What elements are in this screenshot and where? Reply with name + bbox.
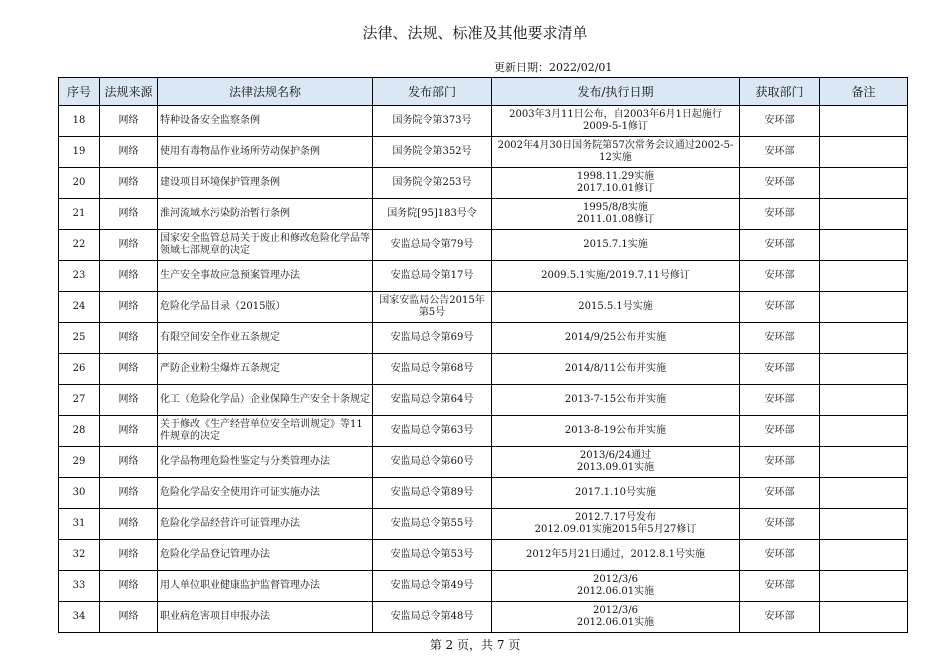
- cell-source: 网络: [100, 602, 158, 633]
- cell-name: 危险化学品经营许可证管理办法: [158, 509, 373, 540]
- table-row: [59, 385, 908, 416]
- cell-note: [820, 540, 908, 571]
- cell-date: 2014/8/11公布并实施: [492, 354, 740, 385]
- cell-acq: 安环部: [740, 416, 820, 447]
- cell-no: 21: [59, 199, 100, 230]
- cell-name: 建设项目环境保护管理条例: [158, 168, 373, 199]
- cell-name: 关于修改《生产经营单位安全培训规定》等11件规章的决定: [158, 416, 373, 447]
- cell-source: 网络: [100, 199, 158, 230]
- cell-name: 有限空间安全作业五条规定: [158, 323, 373, 354]
- cell-name: 使用有毒物品作业场所劳动保护条例: [158, 137, 373, 168]
- table-header-row: [59, 78, 908, 106]
- cell-source: 网络: [100, 354, 158, 385]
- update-date: 更新日期：2022/02/01: [494, 61, 613, 74]
- cell-source: 网络: [100, 416, 158, 447]
- cell-acq: 安环部: [740, 230, 820, 261]
- cell-source: 网络: [100, 509, 158, 540]
- cell-note: [820, 385, 908, 416]
- cell-acq: 安环部: [740, 571, 820, 602]
- table-row: [59, 540, 908, 571]
- cell-no: 19: [59, 137, 100, 168]
- cell-dept: 安监局总令第68号: [373, 354, 492, 385]
- cell-date: 2017.1.10号实施: [492, 478, 740, 509]
- table-row: [59, 447, 908, 478]
- cell-no: 25: [59, 323, 100, 354]
- cell-source: 网络: [100, 540, 158, 571]
- cell-dept: 安监局总令第69号: [373, 323, 492, 354]
- cell-note: [820, 478, 908, 509]
- cell-dept: 国务院令第352号: [373, 137, 492, 168]
- header-no: 序号: [59, 78, 100, 106]
- cell-no: 33: [59, 571, 100, 602]
- cell-date: 2013-7-15公布并实施: [492, 385, 740, 416]
- cell-note: [820, 168, 908, 199]
- table-row: [59, 509, 908, 540]
- cell-note: [820, 602, 908, 633]
- table-row: [59, 261, 908, 292]
- cell-name: 化工（危险化学品）企业保障生产安全十条规定: [158, 385, 373, 416]
- cell-note: [820, 230, 908, 261]
- header-date: 发布/执行日期: [492, 78, 740, 106]
- cell-dept: 安监总局令第79号: [373, 230, 492, 261]
- cell-date: 2003年3月11日公布，自2003年6月1日起施行 2009-5-1修订: [492, 106, 740, 137]
- cell-dept: 安监总局令第17号: [373, 261, 492, 292]
- cell-name: 严防企业粉尘爆炸五条规定: [158, 354, 373, 385]
- table-row: [59, 354, 908, 385]
- cell-note: [820, 509, 908, 540]
- cell-note: [820, 199, 908, 230]
- cell-source: 网络: [100, 106, 158, 137]
- header-note: 备注: [820, 78, 908, 106]
- cell-date: 1998.11.29实施 2017.10.01修订: [492, 168, 740, 199]
- cell-date: 2012/3/6 2012.06.01实施: [492, 602, 740, 633]
- table-row: [59, 416, 908, 447]
- cell-dept: 安监局总令第60号: [373, 447, 492, 478]
- cell-no: 22: [59, 230, 100, 261]
- cell-name: 危险化学品目录（2015版）: [158, 292, 373, 323]
- table-row: [59, 323, 908, 354]
- cell-note: [820, 261, 908, 292]
- cell-name: 特种设备安全监察条例: [158, 106, 373, 137]
- cell-date: 2013/6/24通过 2013.09.01实施: [492, 447, 740, 478]
- cell-source: 网络: [100, 571, 158, 602]
- cell-source: 网络: [100, 292, 158, 323]
- cell-name: 用人单位职业健康监护监督管理办法: [158, 571, 373, 602]
- cell-no: 20: [59, 168, 100, 199]
- cell-source: 网络: [100, 137, 158, 168]
- cell-no: 24: [59, 292, 100, 323]
- cell-name: 国家安全监管总局关于废止和修改危险化学品等领域七部规章的决定: [158, 230, 373, 261]
- header-acq: 获取部门: [740, 78, 820, 106]
- cell-acq: 安环部: [740, 509, 820, 540]
- cell-dept: 安监局总令第49号: [373, 571, 492, 602]
- cell-acq: 安环部: [740, 292, 820, 323]
- cell-acq: 安环部: [740, 385, 820, 416]
- cell-acq: 安环部: [740, 261, 820, 292]
- cell-acq: 安环部: [740, 478, 820, 509]
- cell-no: 30: [59, 478, 100, 509]
- cell-acq: 安环部: [740, 199, 820, 230]
- cell-date: 1995/8/8实施 2011.01.08修订: [492, 199, 740, 230]
- cell-dept: 安监局总令第89号: [373, 478, 492, 509]
- header-source: 法规来源: [100, 78, 158, 106]
- cell-note: [820, 447, 908, 478]
- cell-name: 危险化学品登记管理办法: [158, 540, 373, 571]
- cell-dept: 安监局总令第63号: [373, 416, 492, 447]
- cell-no: 32: [59, 540, 100, 571]
- cell-name: 危险化学品安全使用许可证实施办法: [158, 478, 373, 509]
- cell-source: 网络: [100, 323, 158, 354]
- cell-note: [820, 323, 908, 354]
- cell-date: 2012年5月21日通过，2012.8.1号实施: [492, 540, 740, 571]
- cell-no: 23: [59, 261, 100, 292]
- cell-acq: 安环部: [740, 168, 820, 199]
- cell-name: 职业病危害项目申报办法: [158, 602, 373, 633]
- cell-source: 网络: [100, 168, 158, 199]
- cell-no: 26: [59, 354, 100, 385]
- table-row: [59, 478, 908, 509]
- cell-no: 31: [59, 509, 100, 540]
- table-row: [59, 199, 908, 230]
- cell-dept: 国务院令第373号: [373, 106, 492, 137]
- table-row: [59, 571, 908, 602]
- cell-date: 2015.5.1号实施: [492, 292, 740, 323]
- cell-no: 28: [59, 416, 100, 447]
- cell-date: 2013-8-19公布并实施: [492, 416, 740, 447]
- header-dept: 发布部门: [373, 78, 492, 106]
- cell-date: 2012/3/6 2012.06.01实施: [492, 571, 740, 602]
- document-title: 法律、法规、标准及其他要求清单: [362, 24, 588, 42]
- cell-source: 网络: [100, 478, 158, 509]
- cell-dept: 国家安监局公告2015年第5号: [373, 292, 492, 323]
- cell-dept: 安监局总令第64号: [373, 385, 492, 416]
- header-name: 法律法规名称: [158, 78, 373, 106]
- cell-no: 27: [59, 385, 100, 416]
- cell-note: [820, 416, 908, 447]
- cell-acq: 安环部: [740, 137, 820, 168]
- cell-date: 2009.5.1实施/2019.7.11号修订: [492, 261, 740, 292]
- cell-source: 网络: [100, 230, 158, 261]
- cell-no: 34: [59, 602, 100, 633]
- table-row: [59, 602, 908, 633]
- table-row: [59, 230, 908, 261]
- cell-acq: 安环部: [740, 540, 820, 571]
- cell-note: [820, 354, 908, 385]
- table-row: [59, 168, 908, 199]
- cell-dept: 国务院[95]183号令: [373, 199, 492, 230]
- cell-acq: 安环部: [740, 602, 820, 633]
- table-row: [59, 137, 908, 168]
- cell-acq: 安环部: [740, 106, 820, 137]
- cell-dept: 安监局总令第55号: [373, 509, 492, 540]
- cell-source: 网络: [100, 261, 158, 292]
- cell-dept: 安监局总令第48号: [373, 602, 492, 633]
- cell-source: 网络: [100, 385, 158, 416]
- cell-no: 29: [59, 447, 100, 478]
- cell-note: [820, 137, 908, 168]
- cell-note: [820, 106, 908, 137]
- cell-source: 网络: [100, 447, 158, 478]
- cell-acq: 安环部: [740, 323, 820, 354]
- table-row: [59, 292, 908, 323]
- cell-dept: 国务院令第253号: [373, 168, 492, 199]
- cell-date: 2012.7.17号发布 2012.09.01实施2015年5月27修订: [492, 509, 740, 540]
- cell-date: 2015.7.1实施: [492, 230, 740, 261]
- cell-note: [820, 292, 908, 323]
- page-footer: 第 2 页，共 7 页: [429, 638, 521, 652]
- cell-dept: 安监局总令第53号: [373, 540, 492, 571]
- table-body: [59, 106, 908, 633]
- cell-date: 2002年4月30日国务院第57次常务会议通过2002-5-12实施: [492, 137, 740, 168]
- regulations-table: [58, 77, 908, 633]
- cell-no: 18: [59, 106, 100, 137]
- cell-name: 淮河流域水污染防治暂行条例: [158, 199, 373, 230]
- cell-note: [820, 571, 908, 602]
- cell-name: 化学品物理危险性鉴定与分类管理办法: [158, 447, 373, 478]
- cell-acq: 安环部: [740, 354, 820, 385]
- table-row: [59, 106, 908, 137]
- cell-acq: 安环部: [740, 447, 820, 478]
- cell-date: 2014/9/25公布并实施: [492, 323, 740, 354]
- cell-name: 生产安全事故应急预案管理办法: [158, 261, 373, 292]
